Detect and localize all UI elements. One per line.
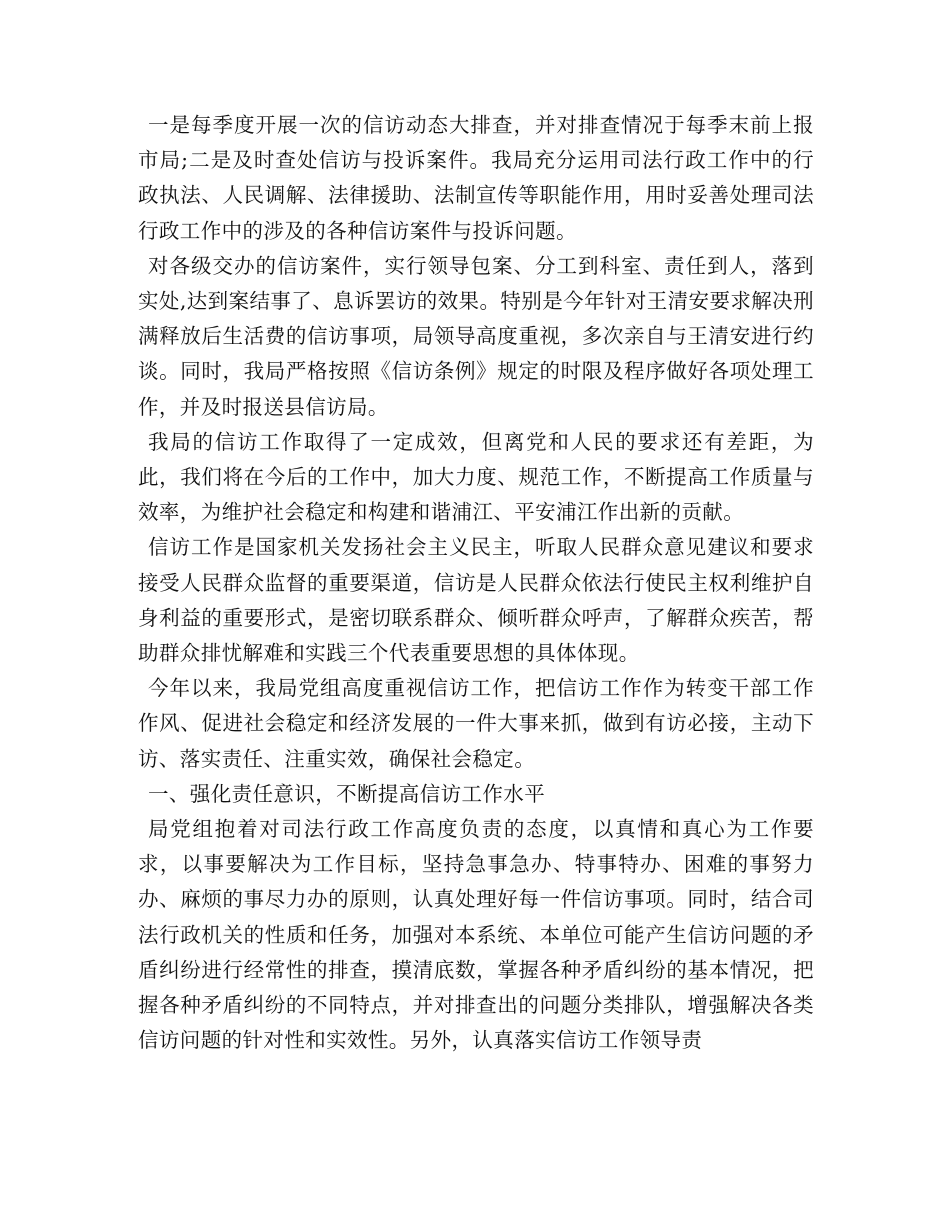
paragraph-1: 一是每季度开展一次的信访动态大排查，并对排查情况于每季末前上报市局;二是及时查处信访与投诉案件。我局充分运用司法行政工作中的行政执法、人民调解、法律援助、法制宣传等职能作用，用时妥善处理司法行政工作中的涉及的各种信访案件与投诉问题。 — [138, 113, 814, 243]
paragraph-4: 信访工作是国家机关发扬社会主义民主，听取人民群众意见建议和要求接受人民群众监督的重要渠道，信访是人民群众依法行使民主权利维护自身利益的重要形式，是密切联系群众、倾听群众呼声，了解群众疾苦，帮助群众排忧解难和实践三个代表重要思想的具体体现。 — [138, 535, 814, 666]
paragraph-3: 我局的信访工作取得了一定成效，但离党和人民的要求还有差距，为此，我们将在今后的工作中，加大力度、规范工作，不断提高工作质量与效率，为维护社会稳定和构建和谐浦江、平安浦江作出新的贡献。 — [138, 429, 814, 525]
document-body — [138, 108, 814, 1058]
paragraph-5: 今年以来，我局党组高度重视信访工作，把信访工作作为转变干部工作作风、促进社会稳定和经济发展的一件大事来抓，做到有访必接，主动下访、落实责任、注重实效，确保社会稳定。 — [138, 676, 814, 771]
paragraph-6: 局党组抱着对司法行政工作高度负责的态度，以真情和真心为工作要求，以事要解决为工作目标，坚持急事急办、特事特办、困难的事努力办、麻烦的事尽力办的原则，认真处理好每一件信访事项。同时，结合司法行政机关的性质和任务，加强对本系统、本单位可能产生信访问题的矛盾纠纷进行经常性的排查，摸清底数，掌握各种矛盾纠纷的基本情况，把握各种矛盾纠纷的不同特点，并对排查出的问题分类排队，增强解决各类信访问题的针对性和实效性。另外，认真落实信访工作领导责 — [138, 817, 814, 1053]
section-heading-1: 一、强化责任意识，不断提高信访工作水平 — [148, 781, 546, 806]
paragraph-2: 对各级交办的信访案件，实行领导包案、分工到科室、责任到人，落到实处,达到案结事了、息诉罢访的效果。特别是今年针对王清安要求解决刑满释放后生活费的信访事项，局领导高度重视，多次亲自与王清安进行约谈。同时，我局严格按照《信访条例》规定的时限及程序做好各项处理工作，并及时报送县信访局。 — [138, 253, 814, 419]
